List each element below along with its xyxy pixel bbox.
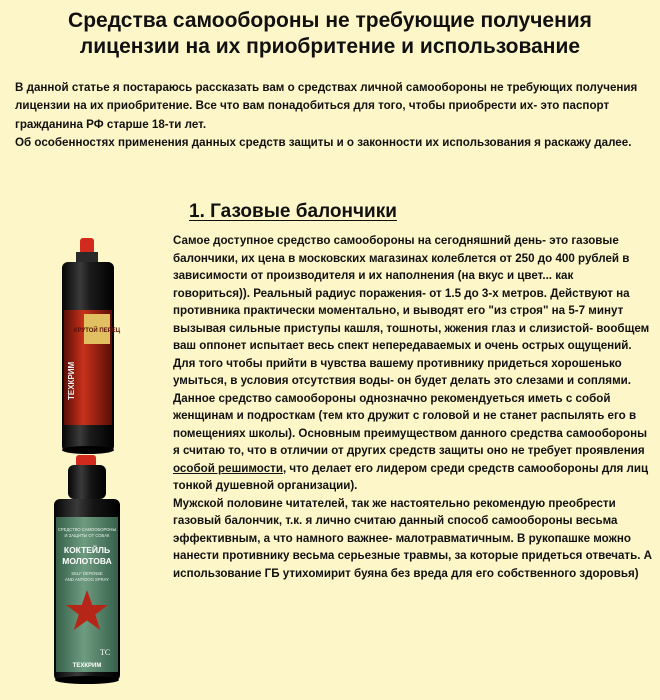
title-line-2: лицензии на их приобритение и использование	[79, 35, 581, 58]
body-paragraph-2	[173, 390, 653, 495]
body-paragraph-1: Самое доступное средство самообороны на сегодняшний день- это газовые балончики, их цена в московских магазинах колеблется от 250 до 400 рублей в зависимости от производителя и их наполнения (на вкус и цвет... как говориться)). Реальный радиус поражения- от 1.5 до 3-х метров. Действуют на противника практически моментально, и выводят его "из строя" на 5-7 минут вызывая сильные приступы кашля, тошноты, жжения глаз и слизистой- вообщем ваш оппонет испытает весь спект непередаваемых и очень острых ощущений. Для того чтобы прийти в чувства вашему противнику придеться хорошенько умыться, в условия отсутствия воды- он будет делать это слезами и соплями.	[173, 234, 650, 387]
body-paragraph-2-start: Данное средство самообороны однозначно рекомендуеться иметь с собой женщинам и подросткам (тем кто дружит с головой и не станет распылять его в помещениях школы). Основным преимуществом данного средства самообороны я считаю то, что в отличии от других средств защиты оно не требует проявления	[173, 391, 648, 457]
section-body	[173, 232, 653, 582]
intro-paragraph-1: В данной статье я постараюсь рассказать вам о средствах личной самообороны не требующих получения лицензии на их приобритение. Все что вам понадобиться для того, чтобы приобрести их- это паспорт гражданина РФ старше 18-ти лет.	[15, 81, 638, 131]
intro-paragraphs	[15, 79, 655, 152]
spray2-name-line2: МОЛОТОВА	[62, 556, 112, 566]
pepper-spray-image	[44, 230, 134, 460]
emphasized-phrase: особой решимости	[173, 461, 283, 475]
title-line-1: Средства самообороны не требующие получения	[68, 9, 592, 32]
section-heading: 1. Газовые балончики	[189, 201, 397, 222]
spray2-tagline-line2: AND ANTIDOG SPRAY	[65, 577, 109, 582]
spray2-label-line2: И ЗАЩИТЫ ОТ СОБАК	[64, 533, 110, 538]
body-paragraph-2-end: , что делает его лидером среди средств самообороны для лиц тонкой душевной организации).	[173, 461, 649, 492]
intro-paragraph-2: Об особенностях применения данных средств защиты и о законности их использования я раскажу далее.	[15, 135, 632, 149]
molotov-cocktail-spray-image	[40, 455, 136, 685]
body-paragraph-3: Мужской половине читателей, так же настоятельно рекомендую преобрести газовый балончик, т.к. я лично считаю данный способ самообороны весьма эффективным, а что намного важнее- малотравматичным. В рукопашке можно нанести противнику весьма серьезные травмы, за которые придеться отвечать. А использование ГБ утихомирит буяна без вреда для его собственного здоровья)	[173, 496, 653, 580]
spray2-brand: ТЕХКРИМ	[72, 663, 102, 669]
page-title	[0, 8, 660, 60]
spray2-tagline-line1: SELF DEFENSE	[71, 571, 103, 576]
spray2-name-line1: КОКТЕЙЛЬ	[63, 545, 111, 555]
spray2-label-line1: СРЕДСТВО САМООБОРОНЫ	[57, 527, 117, 532]
spray1-badge: КРУТОЙ ПЕРЕЦ	[73, 328, 121, 334]
spray1-brand: ТЕХКРИМ	[67, 361, 76, 400]
spray2-logo: TC	[100, 648, 111, 657]
